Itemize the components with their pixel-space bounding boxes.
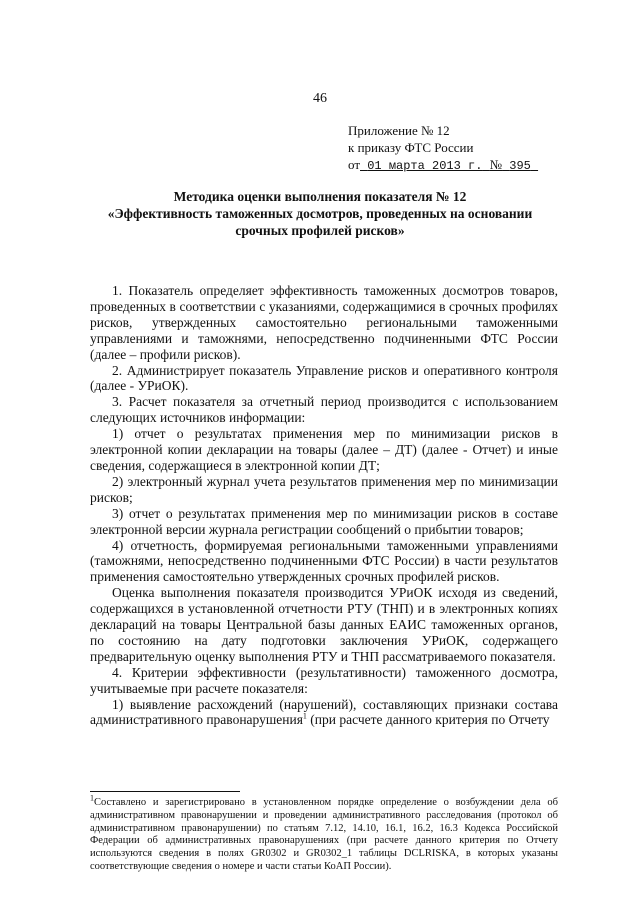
page-number: 46: [313, 91, 327, 106]
appendix-title: Приложение № 12: [348, 123, 450, 138]
appendix-header: [348, 122, 538, 175]
paragraph: Оценка выполнения показателя производится УРиОК исходя из сведений, содержащихся в установленной отчетности РТУ (ТНП) и в электронных копиях деклараций на товары Центральной базы данных ЕАИС таможенных органов, по состоянию на дату подготовки заключения УРиОК, содержащего предварительную оценку выполнения РТУ и ТНП рассматриваемого показателя.: [90, 585, 558, 664]
paragraph: 3) отчет о результатах применения мер по минимизации рисков в составе электронной версии журнала регистрации сообщений о прибытии товаров;: [90, 505, 558, 537]
document-body: [90, 283, 558, 728]
title-line: Методика оценки выполнения показателя № 12: [173, 189, 467, 204]
footnote-mark: 1: [90, 793, 94, 803]
footnote-text: Составлено и зарегистрировано в установленном порядке определение о возбуждении дела об административном правонарушении и проведении административного расследования (протокол об административном правонарушении) по статьям 7.12, 14.10, 16.1, 16.2, 16.3 Кодекса Российской Федерации об административных правонарушениях (при расчете данного критерия по Отчету используются сведения в полях GR0302 и GR0302_1 таблицы DCLRISKA, в которых указаны соответствующие сведения о номере и части статьи КоАП России).: [90, 797, 558, 872]
footnote-separator: [90, 791, 240, 792]
paragraph: 1. Показатель определяет эффективность таможенных досмотров товаров, проведенных в соответствии с указаниями, содержащимися в срочных профилях рисков, утвержденных самостоятельно региональными таможенными управлениями и таможнями, непосредственно подчиненными ФТС России (далее – профили рисков).: [90, 283, 558, 362]
title-line: срочных профилей рисков»: [235, 223, 405, 238]
title-line: «Эффективность таможенных досмотров, проведенных на основании: [107, 206, 533, 221]
paragraph: 4. Критерии эффективности (результативности) таможенного досмотра, учитываемые при расчете показателя:: [90, 664, 558, 696]
paragraph: 4) отчетность, формируемая региональными таможенными управлениями (таможнями, непосредственно подчиненными ФТС России) в части результатов применения самостоятельно утвержденных срочных профилей рисков.: [90, 537, 558, 585]
date-prefix: от: [348, 157, 361, 172]
order-date: 01 марта 2013 г.: [367, 159, 483, 173]
paragraph: 2. Администрирует показатель Управление рисков и оперативного контроля (далее - УРиОК).: [90, 362, 558, 394]
paragraph: 2) электронный журнал учета результатов применения мер по минимизации рисков;: [90, 473, 558, 505]
paragraph: 1) отчет о результатах применения мер по минимизации рисков в электронной копии декларации на товары (далее – ДТ) (далее - Отчет) и иные сведения, содержащиеся в электронной копии ДТ;: [90, 426, 558, 473]
number-prefix: №: [489, 157, 503, 172]
appendix-order-ref: к приказу ФТС России: [348, 140, 474, 155]
footnote-reference: 1: [302, 711, 307, 721]
appendix-date-line: [348, 156, 538, 175]
order-number: 395: [509, 159, 531, 173]
paragraph-with-footnote: 1) выявление расхождений (нарушений), составляющих признаки состава административного правонарушения$^1$ (при расчете данного критерия по Отчету: [90, 696, 558, 728]
document-title: [80, 188, 560, 239]
footnote: [90, 793, 558, 874]
paragraph: 3. Расчет показателя за отчетный период производится с использованием следующих источников информации:: [90, 394, 558, 426]
